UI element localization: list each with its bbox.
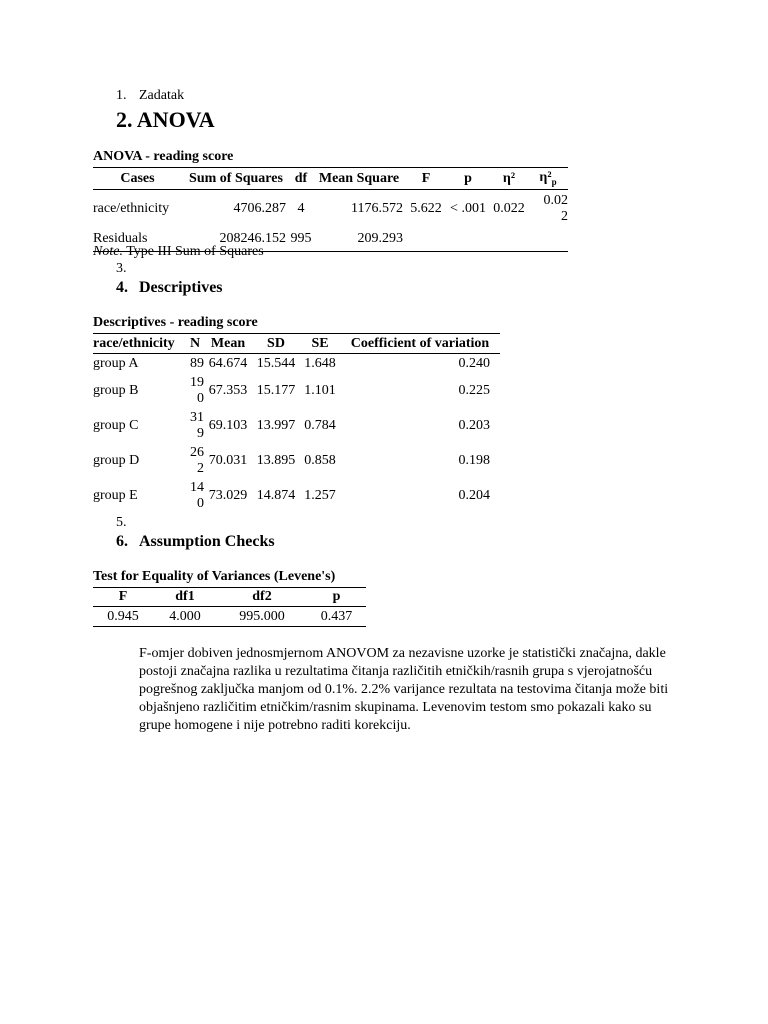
heading-label: Descriptives bbox=[139, 279, 223, 296]
cell-sd: 13.997 bbox=[256, 418, 296, 433]
cell-ms: 1176.572 bbox=[351, 200, 403, 216]
cell-ss: 4706.287 bbox=[233, 200, 286, 216]
table-note bbox=[93, 244, 264, 260]
note-label: Note. bbox=[93, 244, 123, 259]
table-row bbox=[93, 444, 500, 479]
cell-group: group B bbox=[93, 383, 139, 398]
table-row bbox=[93, 374, 500, 409]
cell-n: 14 0 bbox=[190, 480, 204, 511]
col-header-race-ethnicity: race/ethnicity bbox=[93, 335, 175, 351]
cell-cv: 0.204 bbox=[458, 488, 490, 503]
descriptives-table-title: Descriptives - reading score bbox=[93, 315, 258, 330]
cell-group: group C bbox=[93, 418, 139, 433]
heading-descriptives bbox=[116, 279, 223, 297]
cell-sd: 15.544 bbox=[256, 355, 296, 371]
cell-group: group A bbox=[93, 355, 139, 371]
list-label: Zadatak bbox=[139, 88, 185, 103]
cell-df2: 995.000 bbox=[239, 608, 285, 624]
col-header-sum-of-squares: Sum of Squares bbox=[189, 170, 283, 186]
list-number: 1. bbox=[116, 88, 127, 103]
col-header-coefficient-of-variation: Coefficient of variation bbox=[350, 335, 490, 351]
col-header-f: F bbox=[421, 170, 431, 186]
cell-mean: 70.031 bbox=[208, 453, 248, 468]
cell-cv: 0.198 bbox=[458, 453, 490, 468]
col-header-df2: df2 bbox=[252, 589, 272, 604]
cell-sd: 13.895 bbox=[256, 453, 296, 468]
anova-table bbox=[93, 167, 568, 252]
cell-mean: 67.353 bbox=[208, 383, 248, 398]
cell-se: 0.858 bbox=[304, 453, 336, 468]
cell-mean: 69.103 bbox=[208, 418, 248, 433]
list-item-empty bbox=[116, 261, 139, 277]
cell-se: 1.101 bbox=[304, 383, 336, 398]
table-row bbox=[93, 190, 568, 228]
cell-n: 26 2 bbox=[190, 445, 204, 476]
col-header-eta-squared: η² bbox=[502, 170, 516, 186]
table-row bbox=[93, 479, 500, 514]
levene-table-title: Test for Equality of Variances (Levene's) bbox=[93, 569, 336, 584]
cell-df: 995 bbox=[290, 231, 312, 247]
col-header-n: N bbox=[189, 335, 201, 351]
table-row bbox=[93, 409, 500, 444]
list-item-empty bbox=[116, 515, 139, 531]
cell-df: 4 bbox=[297, 200, 305, 216]
note-text: Type III Sum of Squares bbox=[126, 244, 264, 259]
heading-label: Assumption Checks bbox=[139, 533, 275, 550]
cell-se: 0.784 bbox=[304, 418, 336, 433]
cell-cv: 0.240 bbox=[458, 355, 490, 371]
heading-anova bbox=[116, 107, 215, 133]
col-header-f: F bbox=[118, 589, 128, 604]
cell-n: 19 0 bbox=[190, 375, 204, 406]
cell-group: group D bbox=[93, 453, 140, 468]
col-header-mean: Mean bbox=[210, 335, 246, 351]
cell-f bbox=[406, 228, 446, 252]
cell-ss: 208246.152 bbox=[219, 231, 286, 247]
cell-df1: 4.000 bbox=[169, 608, 201, 624]
col-header-se: SE bbox=[311, 335, 329, 351]
table-row bbox=[93, 354, 500, 374]
anova-table-title: ANOVA - reading score bbox=[93, 149, 234, 164]
cell-group: group E bbox=[93, 488, 138, 503]
cell-sd: 15.177 bbox=[256, 383, 296, 398]
col-header-df: df bbox=[294, 170, 308, 186]
cell-f: 5.622 bbox=[410, 200, 442, 216]
cell-n: 89 bbox=[190, 355, 204, 371]
cell-p: < .001 bbox=[450, 200, 486, 216]
cell-cases: Residuals bbox=[93, 231, 148, 247]
cell-se: 1.257 bbox=[304, 488, 336, 503]
cell-mean: 73.029 bbox=[208, 488, 248, 503]
cell-cv: 0.225 bbox=[458, 383, 490, 398]
cell-p bbox=[446, 228, 490, 252]
cell-partial-eta bbox=[528, 228, 568, 252]
cell-mean: 64.674 bbox=[208, 355, 248, 371]
cell-n: 31 9 bbox=[190, 410, 204, 441]
heading-number: 2. bbox=[116, 107, 133, 132]
list-item-zadatak bbox=[116, 88, 184, 104]
col-header-partial-eta-squared: $\eta^2_p$ bbox=[539, 170, 557, 187]
col-header-cases: Cases bbox=[120, 170, 155, 186]
cell-sd: 14.874 bbox=[256, 488, 296, 503]
col-header-mean-square: Mean Square bbox=[318, 170, 400, 186]
cell-ms: 209.293 bbox=[357, 231, 403, 247]
cell-eta: 0.022 bbox=[493, 200, 525, 216]
heading-number: 4. bbox=[116, 279, 128, 296]
cell-cases: race/ethnicity bbox=[93, 200, 170, 216]
heading-number: 6. bbox=[116, 533, 128, 550]
cell-f: 0.945 bbox=[107, 608, 139, 624]
cell-p: 0.437 bbox=[320, 608, 353, 624]
descriptives-table bbox=[93, 333, 500, 514]
col-header-sd: SD bbox=[267, 335, 285, 351]
heading-assumption-checks bbox=[116, 533, 275, 551]
levene-table bbox=[93, 587, 366, 627]
heading-label: ANOVA bbox=[136, 107, 215, 132]
cell-cv: 0.203 bbox=[458, 418, 490, 433]
cell-partial-eta: 0.02 2 bbox=[543, 192, 568, 224]
col-header-p: p bbox=[332, 589, 341, 604]
list-number: 3. bbox=[116, 261, 127, 276]
interpretation-paragraph: F-omjer dobiven jednosmjernom ANOVOM za nezavisne uzorke je statistički značajna, dakle postoji značajna razlika u rezultatima čitanja različitih etničkih/rasnih grupa s vjerojatnošću pogrešnog zaključka manjom od 0.1%. 2.2% varijance rezultata na testovima čitanja može biti objašnjeno različitim etničkim/rasnim skupinama. Levenovim testom smo pokazali kako su grupe homogene i nije potrebno raditi korekciju. bbox=[139, 646, 669, 733]
cell-eta bbox=[490, 228, 528, 252]
col-header-df1: df1 bbox=[175, 589, 195, 604]
table-row bbox=[93, 607, 366, 627]
col-header-p: p bbox=[464, 170, 472, 186]
list-number: 5. bbox=[116, 515, 127, 530]
cell-se: 1.648 bbox=[304, 355, 336, 371]
